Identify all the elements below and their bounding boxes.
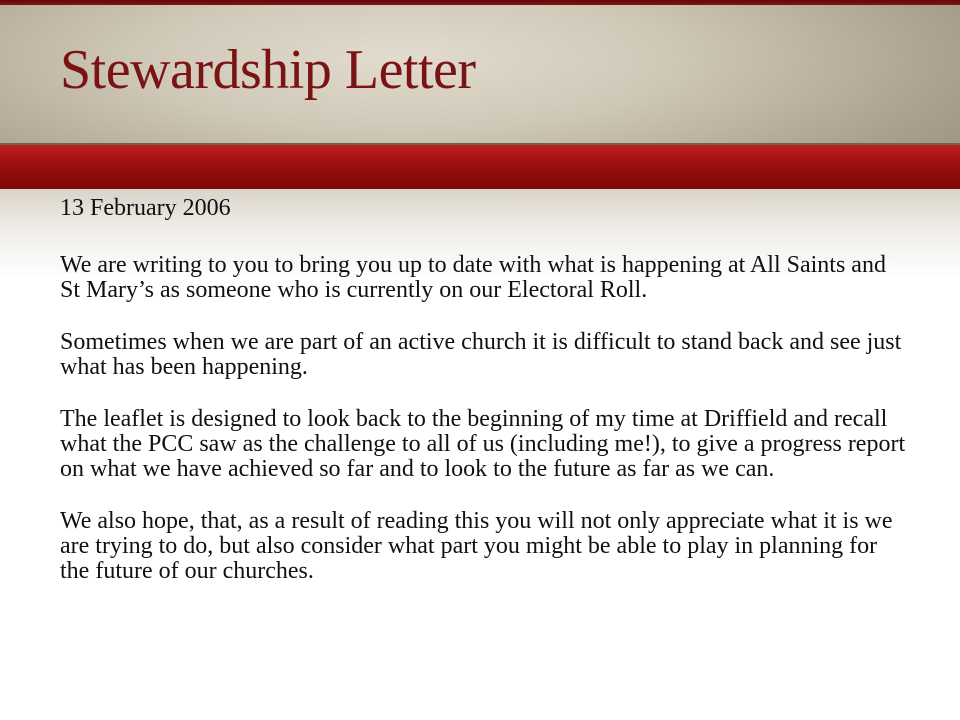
letter-body — [60, 196, 910, 611]
slide-title: Stewardship Letter — [60, 39, 476, 101]
paragraph-reflection: Sometimes when we are part of an active church it is difficult to stand back and see just what has been happening. — [60, 329, 902, 380]
paragraph-leaflet: The leaflet is designed to look back to the beginning of my time at Driffield and recall what the PCC saw as the challenge to all of us (including me!), to give a progress report on what we have achieved so far and to look to the future as far as we can. — [60, 406, 906, 482]
paragraph-hope: We also hope, that, as a result of reading this you will not only appreciate what it is we are trying to do, but also consider what part you might be able to play in planning for the future of our churches. — [60, 508, 893, 584]
letter-date: 13 February 2006 — [60, 195, 231, 221]
paragraph-intro: We are writing to you to bring you up to date with what is happening at All Saints and St Mary’s as someone who is currently on our Electoral Roll. — [60, 252, 886, 303]
accent-band — [0, 145, 960, 189]
